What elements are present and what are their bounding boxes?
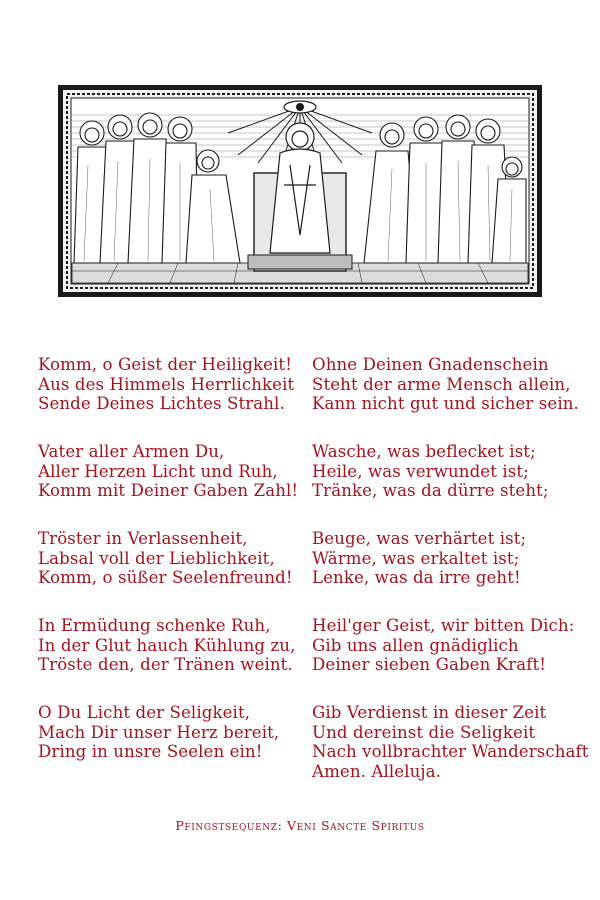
verse-line: In Ermüdung schenke Ruh,: [38, 616, 271, 635]
stanza-left-2: [38, 442, 298, 501]
stanza-left-5: [38, 703, 279, 762]
verse-line: Heil'ger Geist, wir bitten Dich:: [312, 616, 575, 635]
verse-line: Nach vollbrachter Wanderschaft: [312, 742, 589, 761]
verse-line: Mach Dir unser Herz bereit,: [38, 722, 280, 742]
stanza-right-1: [312, 355, 579, 414]
verse-line: Labsal voll der Lieblichkeit,: [38, 548, 275, 568]
verse-line: Komm mit Deiner Gaben Zahl!: [38, 481, 299, 500]
verse-line: Wärme, was erkaltet ist;: [312, 548, 520, 568]
verse-line: Amen. Alleluja.: [312, 761, 441, 781]
stanza-right-3: [312, 529, 526, 588]
stanza-left-4: [38, 616, 295, 675]
verse-line: Komm, o Geist der Heiligkeit!: [38, 355, 292, 374]
verse-line: Aus des Himmels Herrlichkeit: [38, 374, 295, 394]
stanza-right-2: [312, 442, 549, 501]
stanza-right-4: [312, 616, 574, 675]
verse-line: O Du Licht der Seligkeit,: [38, 703, 251, 722]
verse-line: Gib uns allen gnädiglich: [312, 635, 519, 655]
verse-line: Steht der arme Mensch allein,: [312, 374, 571, 394]
verse-line: Wasche, was beflecket ist;: [312, 442, 536, 461]
caption: Pfingstsequenz: Veni Sancte Spiritus: [175, 818, 425, 833]
verse-line: Gib Verdienst in dieser Zeit: [312, 703, 547, 722]
verse-line: Tränke, was da dürre steht;: [312, 481, 549, 500]
verse-line: Kann nicht gut und sicher sein.: [312, 394, 579, 413]
stanza-left-3: [38, 529, 293, 588]
verse-line: Dring in unsre Seelen ein!: [38, 742, 263, 761]
verse-line: Beuge, was verhärtet ist;: [312, 529, 527, 548]
verse-line: Lenke, was da irre geht!: [312, 568, 521, 587]
verse-line: Tröste den, der Tränen weint.: [38, 655, 293, 674]
verse-line: Vater aller Armen Du,: [38, 442, 225, 461]
verse-line: Und dereinst die Seligkeit: [312, 722, 536, 742]
verse-line: Komm, o süßer Seelenfreund!: [38, 568, 293, 587]
verse-line: Tröster in Verlassenheit,: [38, 529, 248, 548]
verse-line: Sende Deines Lichtes Strahl.: [38, 394, 285, 413]
verse-line: Heile, was verwundet ist;: [312, 461, 529, 481]
pentecost-engraving: [58, 85, 542, 297]
verse-line: In der Glut hauch Kühlung zu,: [38, 635, 296, 655]
verse-line: Ohne Deinen Gnadenschein: [312, 355, 549, 374]
verse-line: Deiner sieben Gaben Kraft!: [312, 655, 547, 674]
stanza-right-5: [312, 703, 589, 781]
verse-line: Aller Herzen Licht und Ruh,: [38, 461, 278, 481]
stanza-left-1: [38, 355, 294, 414]
